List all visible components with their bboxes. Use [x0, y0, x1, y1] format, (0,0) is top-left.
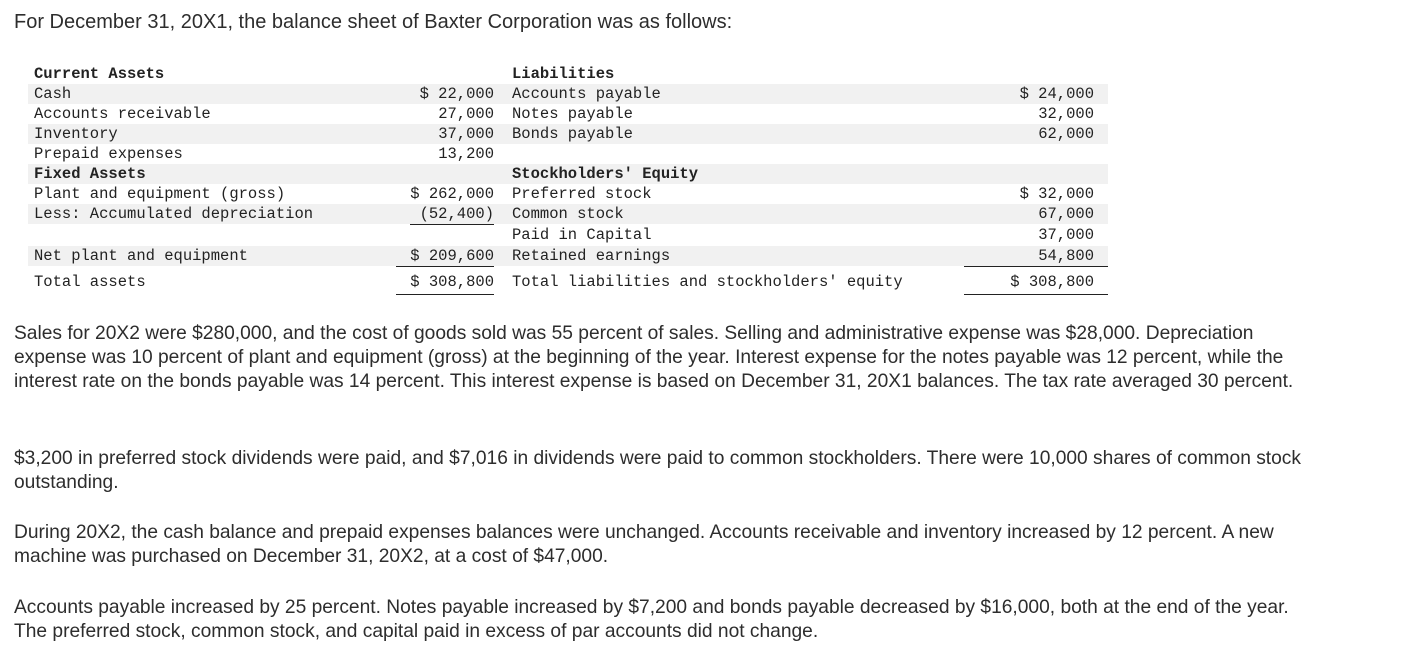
- equity-amount: 37,000: [1038, 226, 1094, 244]
- total-rule: [396, 266, 494, 267]
- liability-amount: $ 24,000: [1019, 85, 1094, 103]
- section-heading-stockholders-equity: Stockholders′ Equity: [512, 165, 699, 183]
- liability-label: Notes payable: [512, 105, 633, 123]
- equity-amount: 54,800: [1038, 247, 1094, 265]
- total-assets-amount: $ 308,800: [410, 273, 494, 291]
- section-heading-current-assets: Current Assets: [34, 65, 165, 83]
- table-row: [28, 124, 1108, 144]
- table-row: [28, 144, 1108, 164]
- asset-amount: $ 22,000: [419, 85, 494, 103]
- total-liabilities-equity-label: Total liabilities and stockholders′ equity: [512, 273, 903, 291]
- asset-label: Net plant and equipment: [34, 247, 248, 265]
- asset-amount: 37,000: [438, 125, 494, 143]
- liability-amount: 62,000: [1038, 125, 1094, 143]
- asset-label: Prepaid expenses: [34, 145, 183, 163]
- table-row: [28, 225, 1108, 245]
- table-row: [28, 164, 1108, 184]
- section-heading-fixed-assets: Fixed Assets: [34, 165, 146, 183]
- table-row: [28, 64, 1108, 84]
- table-row: [28, 272, 1108, 292]
- asset-amount: 13,200: [438, 145, 494, 163]
- asset-amount: 27,000: [438, 105, 494, 123]
- table-row: [28, 184, 1108, 204]
- asset-label: Accounts receivable: [34, 105, 211, 123]
- table-row: [28, 246, 1108, 266]
- equity-label: Retained earnings: [512, 247, 671, 265]
- total-assets-label: Total assets: [34, 273, 146, 291]
- total-liabilities-equity-amount: $ 308,800: [1010, 273, 1094, 291]
- paragraph-dividends: $3,200 in preferred stock dividends were paid, and $7,016 in dividends were paid to common stockholders. There were 10,000 shares of common stock outstanding.: [14, 448, 1301, 493]
- table-row: [28, 84, 1108, 104]
- total-rule: [964, 266, 1108, 267]
- liability-amount: 32,000: [1038, 105, 1094, 123]
- equity-label: Preferred stock: [512, 185, 652, 203]
- liability-label: Bonds payable: [512, 125, 633, 143]
- intro-text: For December 31, 20X1, the balance sheet of Baxter Corporation was as follows:: [14, 11, 733, 33]
- paragraph-balances: During 20X2, the cash balance and prepaid expenses balances were unchanged. Accounts receivable and inventory increased by 12 percent. A new machine was purchased on December 31, 20X2, at a cost of $47,000.: [14, 522, 1274, 567]
- asset-amount: $ 209,600: [410, 247, 494, 265]
- asset-label: Less: Accumulated depreciation: [34, 205, 314, 223]
- section-heading-liabilities: Liabilities: [512, 65, 615, 83]
- asset-label: Cash: [34, 85, 72, 103]
- subtotal-rule: [410, 224, 494, 225]
- table-row: [28, 104, 1108, 124]
- equity-amount: $ 32,000: [1019, 185, 1094, 203]
- equity-label: Common stock: [512, 205, 624, 223]
- total-rule: [396, 294, 494, 295]
- total-rule: [964, 294, 1108, 295]
- liability-label: Accounts payable: [512, 85, 661, 103]
- table-row: [28, 204, 1108, 224]
- asset-amount: (52,400): [419, 205, 494, 223]
- equity-amount: 67,000: [1038, 205, 1094, 223]
- paragraph-sales: Sales for 20X2 were $280,000, and the cost of goods sold was 55 percent of sales. Selling and administrative expense was $28,000. Depreciation expense was 10 percent of plant and equipment (gross) at the beginning of the year. Interest expense for the notes payable was 12 percent, while the interest rate on the bonds payable was 14 percent. This interest expense is based on December 31, 20X1 balances. The tax rate averaged 30 percent.: [14, 323, 1294, 392]
- asset-label: Inventory: [34, 125, 118, 143]
- asset-amount: $ 262,000: [410, 185, 494, 203]
- paragraph-liabilities-changes: Accounts payable increased by 25 percent. Notes payable increased by $7,200 and bonds payable decreased by $16,000, both at the end of the year. The preferred stock, common stock, and capital paid in excess of par accounts did not change.: [14, 597, 1289, 642]
- equity-label: Paid in Capital: [512, 226, 652, 244]
- asset-label: Plant and equipment (gross): [34, 185, 286, 203]
